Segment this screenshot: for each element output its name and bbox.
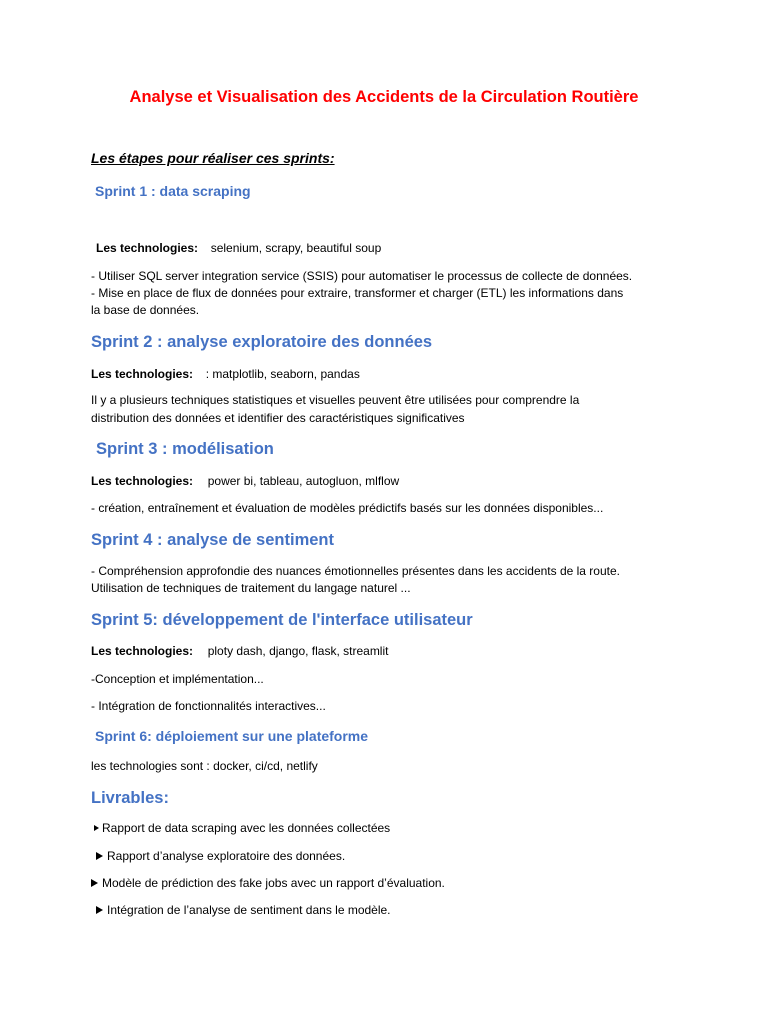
steps-heading: Les étapes pour réaliser ces sprints:	[91, 150, 335, 166]
sprint3-tech-value: power bi, tableau, autogluon, mlflow	[207, 474, 400, 488]
sprint2-tech-label: Les technologies:	[91, 367, 194, 381]
sprint3-heading: Sprint 3 : modélisation	[96, 440, 274, 458]
sprint1-tech-value: selenium, scrapy, beautiful soup	[210, 241, 382, 255]
sprint1-desc-line1: - Utiliser SQL server integration service (SSIS) pour automatiser le processus de collecte de données.	[91, 269, 633, 283]
sprint5-desc-line1: -Conception et implémentation...	[91, 672, 264, 686]
sprint5-tech-line	[91, 643, 388, 661]
sprint6-desc-line1: les technologies sont : docker, ci/cd, netlify	[91, 759, 318, 773]
sprint2-tech-value: : matplotlib, seaborn, pandas	[205, 367, 360, 381]
sprint5-tech-label: Les technologies:	[91, 644, 194, 658]
sprint5-desc-line2: - Intégration de fonctionnalités interactives...	[91, 699, 326, 713]
sprint6-heading: Sprint 6: déploiement sur une plateforme	[95, 728, 369, 744]
sprint4-desc-line1: - Compréhension approfondie des nuances émotionnelles présentes dans les accidents de la route.	[91, 564, 620, 578]
sprint4-desc-line2: Utilisation de techniques de traitement du langage naturel ...	[91, 581, 411, 595]
sprint5-heading: Sprint 5: développement de l'interface utilisateur	[91, 611, 473, 629]
sprint1-heading: Sprint 1 : data scraping	[95, 183, 251, 199]
triangle-bullet-icon	[91, 879, 98, 887]
sprint3-tech-line	[91, 473, 399, 491]
sprint2-desc-line2: distribution des données et identifier des caractéristiques significatives	[91, 411, 465, 425]
sprint1-tech-label: Les technologies:	[96, 241, 199, 255]
sprint5-tech-value: ploty dash, django, flask, streamlit	[207, 644, 389, 658]
triangle-bullet-icon	[96, 906, 103, 914]
sprint1-desc-line3: la base de données.	[91, 303, 200, 317]
deliverable-item: Rapport de data scraping avec les données collectées	[94, 821, 390, 835]
triangle-bullet-icon	[96, 852, 103, 860]
sprint3-desc-line1: - création, entraînement et évaluation de modèles prédictifs basés sur les données disponibles...	[91, 501, 604, 515]
triangle-bullet-icon	[94, 825, 99, 831]
sprint1-desc-line2: - Mise en place de flux de données pour extraire, transformer et charger (ETL) les informations dans	[91, 286, 624, 300]
deliverable-item: Intégration de l’analyse de sentiment dans le modèle.	[96, 903, 391, 917]
sprint4-heading: Sprint 4 : analyse de sentiment	[91, 531, 334, 549]
deliverable-item: Modèle de prédiction des fake jobs avec un rapport d’évaluation.	[91, 876, 445, 890]
sprint1-tech-line	[96, 240, 381, 258]
deliverable-item: Rapport d’analyse exploratoire des données.	[96, 849, 345, 863]
deliverables-heading: Livrables:	[91, 789, 169, 807]
document-title: Analyse et Visualisation des Accidents de la Circulation Routière	[129, 88, 639, 106]
sprint2-heading: Sprint 2 : analyse exploratoire des données	[91, 333, 433, 351]
sprint2-desc-line1: Il y a plusieurs techniques statistiques et visuelles peuvent être utilisées pour comprendre la	[91, 393, 580, 407]
sprint2-tech-line	[91, 366, 360, 384]
sprint3-tech-label: Les technologies:	[91, 474, 194, 488]
